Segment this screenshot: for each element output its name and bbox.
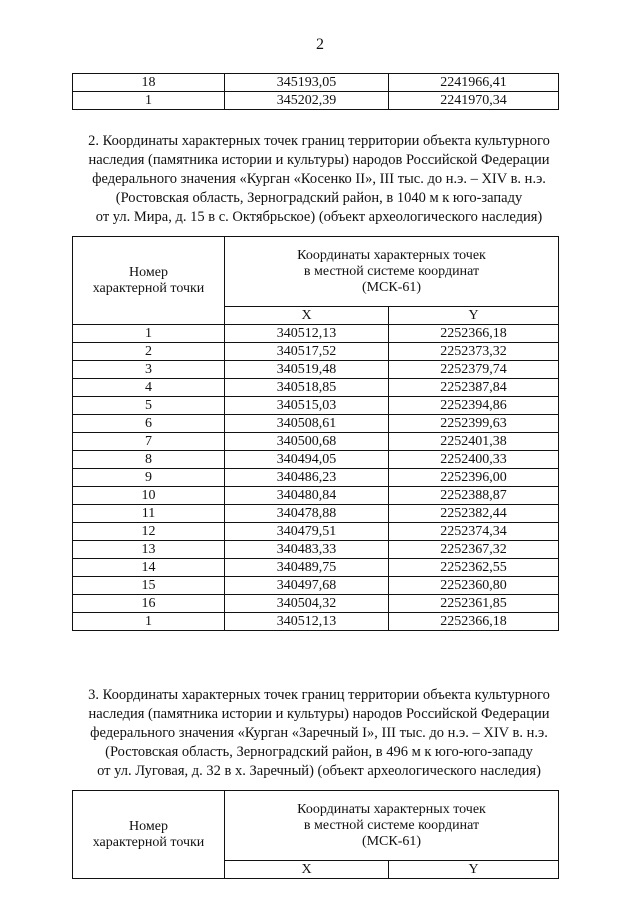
cell-x-coordinate: 340515,03 bbox=[225, 397, 389, 415]
cell-x-coordinate: 340489,75 bbox=[225, 559, 389, 577]
cell-point-number: 5 bbox=[73, 397, 225, 415]
heading-line: наследия (памятника истории и культуры) народов Российской Федерации bbox=[88, 706, 550, 722]
header-text-line: характерной точки bbox=[92, 280, 205, 296]
cell-point-number: 7 bbox=[73, 433, 225, 451]
column-header-y: Y bbox=[389, 861, 559, 879]
table-row bbox=[73, 469, 559, 487]
table-row bbox=[73, 451, 559, 469]
table-row bbox=[73, 559, 559, 577]
cell-y-coordinate: 2252396,00 bbox=[389, 469, 559, 487]
cell-point-number: 8 bbox=[73, 451, 225, 469]
cell-y-coordinate: 2252367,32 bbox=[389, 541, 559, 559]
cell-y-coordinate: 2252366,18 bbox=[389, 613, 559, 631]
table-row bbox=[73, 379, 559, 397]
cell-y-coordinate: 2252387,84 bbox=[389, 379, 559, 397]
heading-line: (Ростовская область, Зерноградский район, в 496 м к юго-юго-западу bbox=[105, 744, 533, 760]
cell-point-number: 14 bbox=[73, 559, 225, 577]
cell-point-number: 13 bbox=[73, 541, 225, 559]
cell-y-coordinate: 2252374,34 bbox=[389, 523, 559, 541]
cell-x-coordinate: 340504,32 bbox=[225, 595, 389, 613]
header-text-line: Номер bbox=[129, 818, 168, 834]
heading-line: федерального значения «Курган «Заречный I», III тыс. до н.э. – XIV в. н.э. bbox=[90, 725, 548, 741]
coordinates-table-continuation bbox=[72, 73, 559, 110]
cell-x-coordinate: 340480,84 bbox=[225, 487, 389, 505]
column-header-x: X bbox=[225, 861, 389, 879]
cell-x-coordinate: 340518,85 bbox=[225, 379, 389, 397]
cell-y-coordinate: 2252361,85 bbox=[389, 595, 559, 613]
cell-point-number: 11 bbox=[73, 505, 225, 523]
section-3-heading bbox=[72, 686, 566, 781]
cell-y-coordinate: 2252366,18 bbox=[389, 325, 559, 343]
cell-x-coordinate: 340478,88 bbox=[225, 505, 389, 523]
cell-x-coordinate: 345193,05 bbox=[225, 74, 389, 92]
header-text-line: Номер bbox=[129, 264, 168, 280]
heading-line: (Ростовская область, Зерноградский район, в 1040 м к юго-западу bbox=[115, 190, 523, 206]
table-row bbox=[73, 343, 559, 361]
column-header-point-number bbox=[73, 791, 225, 879]
cell-x-coordinate: 345202,39 bbox=[225, 92, 389, 110]
cell-point-number: 16 bbox=[73, 595, 225, 613]
table-row bbox=[73, 397, 559, 415]
column-header-point-number bbox=[73, 237, 225, 325]
table-body bbox=[73, 325, 559, 631]
header-text-line: характерной точки bbox=[92, 834, 205, 850]
cell-x-coordinate: 340497,68 bbox=[225, 577, 389, 595]
table-row bbox=[73, 505, 559, 523]
cell-point-number: 1 bbox=[73, 325, 225, 343]
cell-y-coordinate: 2252379,74 bbox=[389, 361, 559, 379]
cell-y-coordinate: 2252399,63 bbox=[389, 415, 559, 433]
cell-point-number: 6 bbox=[73, 415, 225, 433]
column-header-coordinates bbox=[225, 237, 559, 307]
header-text-line: (МСК-61) bbox=[361, 833, 422, 849]
heading-line: от ул. Луговая, д. 32 в х. Заречный) (объект археологического наследия) bbox=[97, 763, 541, 779]
cell-y-coordinate: 2241970,34 bbox=[389, 92, 559, 110]
cell-y-coordinate: 2252373,32 bbox=[389, 343, 559, 361]
table-row bbox=[73, 325, 559, 343]
cell-y-coordinate: 2252382,44 bbox=[389, 505, 559, 523]
coordinates-table-zarechny bbox=[72, 790, 559, 879]
table-body bbox=[73, 74, 559, 110]
table-row bbox=[73, 92, 559, 110]
column-header-coordinates bbox=[225, 791, 559, 861]
coordinates-table-kosenko bbox=[72, 236, 559, 631]
table-row bbox=[73, 523, 559, 541]
cell-point-number: 15 bbox=[73, 577, 225, 595]
heading-line: 2. Координаты характерных точек границ территории объекта культурного bbox=[88, 133, 550, 149]
cell-y-coordinate: 2252394,86 bbox=[389, 397, 559, 415]
column-header-y: Y bbox=[389, 307, 559, 325]
section-2-heading bbox=[72, 132, 566, 227]
cell-point-number: 3 bbox=[73, 361, 225, 379]
header-text-line: (МСК-61) bbox=[361, 279, 422, 295]
table-row bbox=[73, 415, 559, 433]
cell-y-coordinate: 2252362,55 bbox=[389, 559, 559, 577]
cell-y-coordinate: 2252401,38 bbox=[389, 433, 559, 451]
page-number: 2 bbox=[316, 36, 324, 53]
table-row bbox=[73, 541, 559, 559]
cell-x-coordinate: 340500,68 bbox=[225, 433, 389, 451]
cell-x-coordinate: 340494,05 bbox=[225, 451, 389, 469]
table-row bbox=[73, 487, 559, 505]
cell-point-number: 12 bbox=[73, 523, 225, 541]
cell-point-number: 1 bbox=[73, 613, 225, 631]
cell-x-coordinate: 340517,52 bbox=[225, 343, 389, 361]
cell-point-number: 18 bbox=[73, 74, 225, 92]
column-header-x: X bbox=[225, 307, 389, 325]
table-row bbox=[73, 433, 559, 451]
cell-x-coordinate: 340483,33 bbox=[225, 541, 389, 559]
table-row bbox=[73, 74, 559, 92]
heading-line: федерального значения «Курган «Косенко II», III тыс. до н.э. – XIV в. н.э. bbox=[92, 171, 546, 187]
header-text-line: в местной системе координат bbox=[303, 263, 480, 279]
cell-point-number: 9 bbox=[73, 469, 225, 487]
heading-line: наследия (памятника истории и культуры) народов Российской Федерации bbox=[88, 152, 550, 168]
cell-y-coordinate: 2252360,80 bbox=[389, 577, 559, 595]
heading-line: 3. Координаты характерных точек границ территории объекта культурного bbox=[88, 687, 550, 703]
cell-x-coordinate: 340508,61 bbox=[225, 415, 389, 433]
table-row bbox=[73, 577, 559, 595]
cell-y-coordinate: 2252400,33 bbox=[389, 451, 559, 469]
cell-point-number: 2 bbox=[73, 343, 225, 361]
header-text-line: Координаты характерных точек bbox=[297, 801, 486, 817]
cell-y-coordinate: 2241966,41 bbox=[389, 74, 559, 92]
cell-point-number: 1 bbox=[73, 92, 225, 110]
cell-x-coordinate: 340512,13 bbox=[225, 613, 389, 631]
header-text-line: Координаты характерных точек bbox=[297, 247, 486, 263]
table-row bbox=[73, 361, 559, 379]
cell-x-coordinate: 340479,51 bbox=[225, 523, 389, 541]
table-row bbox=[73, 595, 559, 613]
table-row bbox=[73, 613, 559, 631]
cell-x-coordinate: 340486,23 bbox=[225, 469, 389, 487]
header-text-line: в местной системе координат bbox=[303, 817, 480, 833]
cell-y-coordinate: 2252388,87 bbox=[389, 487, 559, 505]
cell-point-number: 10 bbox=[73, 487, 225, 505]
cell-x-coordinate: 340519,48 bbox=[225, 361, 389, 379]
cell-point-number: 4 bbox=[73, 379, 225, 397]
cell-x-coordinate: 340512,13 bbox=[225, 325, 389, 343]
heading-line: от ул. Мира, д. 15 в с. Октябрьское) (объект археологического наследия) bbox=[95, 209, 543, 225]
